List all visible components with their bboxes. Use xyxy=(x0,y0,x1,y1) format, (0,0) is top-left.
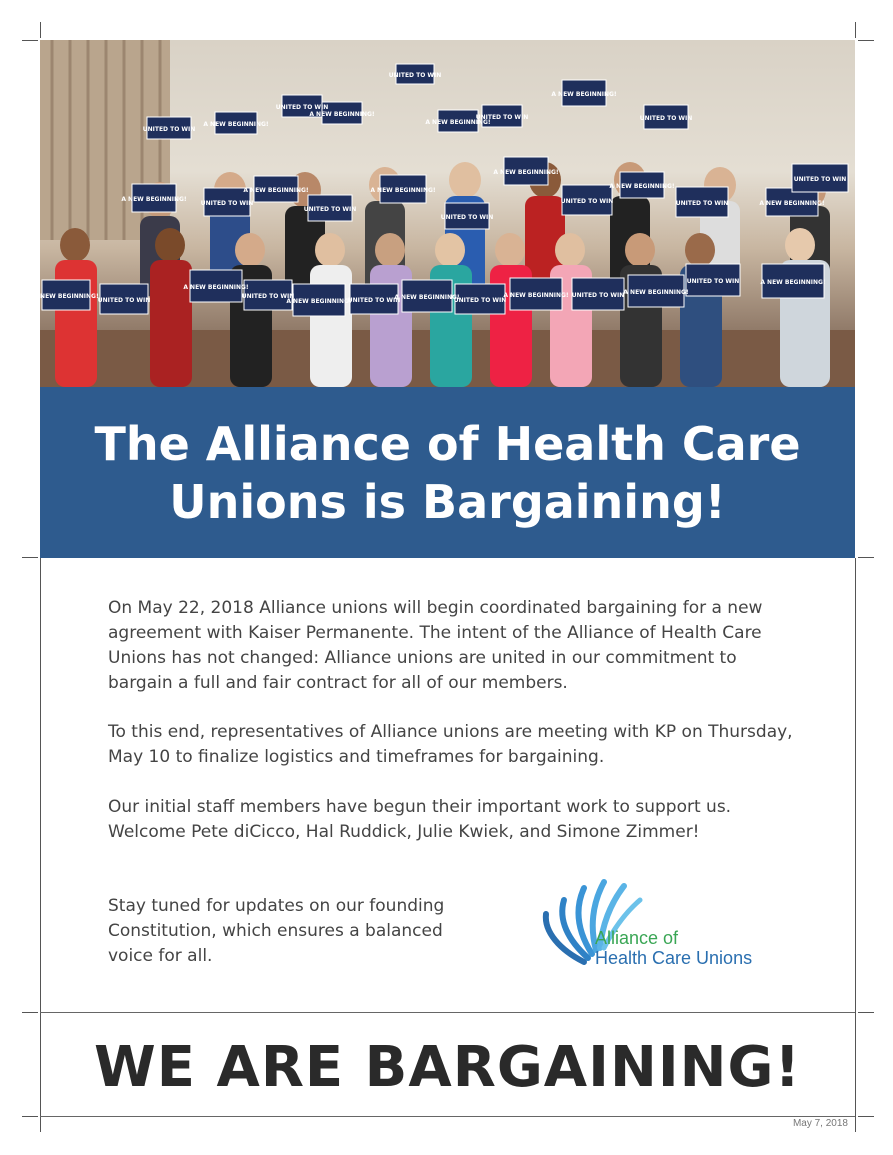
logo-line-1: Alliance of xyxy=(595,928,679,948)
sign-label: A NEW BEGINNING! xyxy=(203,121,269,128)
divider-top xyxy=(40,1012,855,1013)
sign-label: A NEW BEGINNING! xyxy=(183,284,249,291)
sign-label: UNITED TO WIN xyxy=(200,200,254,207)
crop-mark xyxy=(858,1116,874,1117)
group-photo xyxy=(33,40,855,387)
crop-mark xyxy=(855,1118,856,1132)
crop-mark xyxy=(22,557,38,558)
sign-label: A NEW BEGINNING! xyxy=(503,292,569,299)
sign-label: UNITED TO WIN xyxy=(571,292,625,299)
sign-label: A NEW BEGINNING! xyxy=(286,298,352,305)
crop-mark xyxy=(22,40,38,41)
paragraph-bargaining-start: On May 22, 2018 Alliance unions will begin coordinated bargaining for a new agreement with Kaiser Permanente. The intent of the Alliance of Health Care Unions has not changed: Alliance unions are united in our commitment to bargain a full and fair contract for all of our members. xyxy=(108,598,763,693)
crop-mark xyxy=(858,1012,874,1013)
page-border-right xyxy=(855,558,856,1118)
headline-band xyxy=(40,387,855,558)
logo-line-2: Health Care Unions xyxy=(595,948,753,968)
sign-label: A NEW BEGINNING! xyxy=(760,279,826,286)
group-photo-illustration xyxy=(33,40,855,387)
sign-label: UNITED TO WIN xyxy=(453,297,507,304)
sign-label: UNITED TO WIN xyxy=(639,115,693,122)
sign-label: A NEW BEGINNING! xyxy=(33,293,99,300)
sign-label: A NEW BEGINNING! xyxy=(370,187,436,194)
sign-label: UNITED TO WIN xyxy=(241,293,295,300)
crop-mark xyxy=(22,1116,38,1117)
divider-bottom xyxy=(40,1116,855,1117)
sign-label: UNITED TO WIN xyxy=(275,104,329,111)
sign-label: UNITED TO WIN xyxy=(675,200,729,207)
sign-label: A NEW BEGINNING! xyxy=(493,169,559,176)
crop-mark xyxy=(22,1012,38,1013)
sign-label: A NEW BEGINNING! xyxy=(309,111,375,118)
sign-label: A NEW BEGINNING! xyxy=(609,183,675,190)
crop-mark xyxy=(858,557,874,558)
crop-mark xyxy=(40,22,41,38)
sign-label: UNITED TO WIN xyxy=(97,297,151,304)
date-label: May 7, 2018 xyxy=(792,1118,848,1129)
crop-mark xyxy=(855,22,856,38)
sign-label: A NEW BEGINNING! xyxy=(623,289,689,296)
crop-mark xyxy=(858,40,874,41)
paragraph-kp-meeting: To this end, representatives of Alliance unions are meeting with KP on Thursday, May 10 to finalize logistics and timeframes for bargaining. xyxy=(108,722,793,767)
sign-label: A NEW BEGINNING! xyxy=(551,91,617,98)
sign-label: UNITED TO WIN xyxy=(686,278,740,285)
paragraph-staff-welcome: Our initial staff members have begun their important work to support us. Welcome Pete diCicco, Hal Ruddick, Julie Kwiek, and Simone Zimmer! xyxy=(108,797,732,842)
sign-label: A NEW BEGINNING! xyxy=(759,200,825,207)
sign-label: UNITED TO WIN xyxy=(142,126,196,133)
bottom-title: WE ARE BARGAINING! xyxy=(93,1035,802,1100)
sign-label: UNITED TO WIN xyxy=(388,72,442,79)
sign-label: UNITED TO WIN xyxy=(347,297,401,304)
sign-label: A NEW BEGINNING! xyxy=(121,196,187,203)
headline: The Alliance of Health Care Unions is Bargaining! xyxy=(94,416,801,529)
sign-label: UNITED TO WIN xyxy=(440,214,494,221)
sign-label: UNITED TO WIN xyxy=(560,198,614,205)
sign-label: A NEW BEGINNING! xyxy=(425,119,491,126)
paragraph-constitution: Stay tuned for updates on our founding Constitution, which ensures a balanced voice for all. xyxy=(108,896,445,966)
sign-label: A NEW BEGINNING! xyxy=(243,187,309,194)
sign-label: A NEW BEGINNING! xyxy=(394,294,460,301)
sign-label: UNITED TO WIN xyxy=(475,114,529,121)
crop-mark xyxy=(40,1118,41,1132)
sign-label: UNITED TO WIN xyxy=(793,176,847,183)
sign-label: UNITED TO WIN xyxy=(303,206,357,213)
